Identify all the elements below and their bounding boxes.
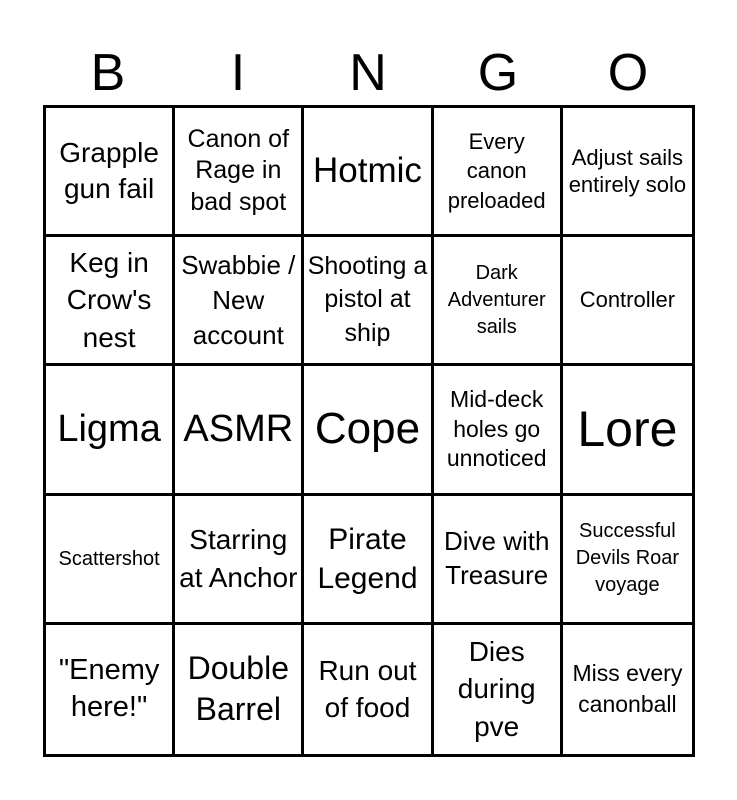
bingo-cell-text: Scattershot bbox=[58, 547, 160, 570]
bingo-cell[interactable] bbox=[175, 625, 304, 754]
bingo-cell-text: Adjust sails entirely solo bbox=[568, 144, 687, 198]
bingo-cell[interactable] bbox=[175, 108, 304, 237]
bingo-cell[interactable] bbox=[434, 237, 563, 366]
bingo-cell-text: Successful Devils Roar voyage bbox=[575, 520, 680, 597]
bingo-cell-text: Run out of food bbox=[318, 654, 417, 724]
bingo-cell[interactable] bbox=[304, 237, 433, 366]
bingo-cell[interactable] bbox=[563, 366, 692, 495]
bingo-header bbox=[43, 42, 695, 104]
bingo-cell[interactable] bbox=[563, 108, 692, 237]
bingo-cell-text: "Enemy here!" bbox=[58, 653, 160, 724]
bingo-cell-text: Pirate Legend bbox=[317, 522, 418, 595]
bingo-cell[interactable] bbox=[563, 625, 692, 754]
bingo-cell-text: Grapple gun fail bbox=[59, 136, 159, 205]
bingo-cell[interactable] bbox=[304, 108, 433, 237]
bingo-grid bbox=[43, 105, 695, 757]
bingo-cell-text: Canon of Rage in bad spot bbox=[187, 125, 290, 216]
bingo-cell[interactable] bbox=[434, 366, 563, 495]
bingo-cell-text: Controller bbox=[579, 287, 676, 313]
bingo-cell-text: Dark Adventurer sails bbox=[447, 261, 546, 338]
header-letter-n: N bbox=[349, 44, 387, 102]
bingo-cell-text: Lore bbox=[577, 401, 678, 458]
bingo-cell-text: Double Barrel bbox=[187, 649, 289, 728]
bingo-cell[interactable] bbox=[46, 108, 175, 237]
bingo-cell-text: Swabbie / New account bbox=[181, 249, 296, 350]
header-letter-b: B bbox=[90, 44, 126, 102]
bingo-cell-text: Dive with Treasure bbox=[443, 525, 550, 590]
bingo-cell[interactable] bbox=[434, 625, 563, 754]
bingo-cell-text: Miss every canonball bbox=[572, 660, 683, 718]
bingo-cell-text: Ligma bbox=[57, 407, 161, 450]
bingo-cell[interactable] bbox=[175, 496, 304, 625]
bingo-cell[interactable] bbox=[434, 496, 563, 625]
bingo-cell[interactable] bbox=[304, 496, 433, 625]
bingo-cell[interactable] bbox=[175, 366, 304, 495]
bingo-cell-text: Shooting a pistol at ship bbox=[307, 251, 428, 348]
bingo-cell-text: Dies during pve bbox=[457, 635, 536, 743]
bingo-cell[interactable] bbox=[434, 108, 563, 237]
bingo-cell-text: ASMR bbox=[183, 407, 294, 450]
bingo-cell[interactable] bbox=[304, 625, 433, 754]
header-letter-i: I bbox=[230, 44, 246, 102]
bingo-cell[interactable] bbox=[46, 625, 175, 754]
bingo-cell[interactable] bbox=[46, 496, 175, 625]
bingo-cell-text: Every canon preloaded bbox=[447, 128, 546, 213]
bingo-cell[interactable] bbox=[46, 237, 175, 366]
header-letter-g: G bbox=[477, 44, 519, 102]
bingo-cell-text: Starring at Anchor bbox=[179, 523, 298, 593]
bingo-cell[interactable] bbox=[304, 366, 433, 495]
bingo-cell[interactable] bbox=[563, 237, 692, 366]
bingo-cell[interactable] bbox=[563, 496, 692, 625]
bingo-cell-text: Mid-deck holes go unnoticed bbox=[446, 385, 547, 472]
bingo-cell-text: Keg in Crow's nest bbox=[66, 246, 152, 354]
bingo-cell[interactable] bbox=[46, 366, 175, 495]
header-letter-o: O bbox=[607, 44, 649, 102]
bingo-cell[interactable] bbox=[175, 237, 304, 366]
bingo-cell-text: Hotmic bbox=[313, 151, 422, 191]
bingo-cell-text: Cope bbox=[314, 404, 421, 454]
